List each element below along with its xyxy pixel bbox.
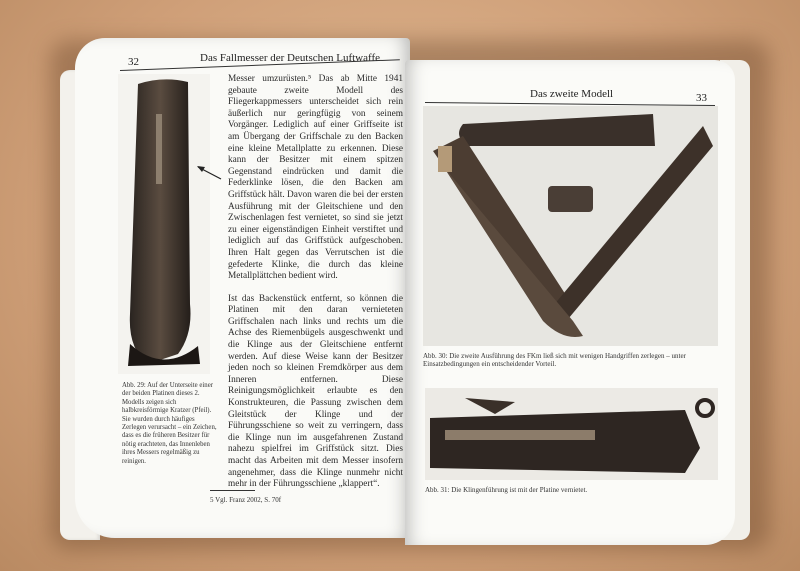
photo-blade-guide (425, 388, 718, 480)
arrow-pointer-icon (195, 163, 225, 183)
caption-abb-29: Abb. 29: Auf der Unterseite einer der beiden Platinen dieses 2. Modells zeigen sich halbkreisförmige Kratzer (Pfeil). Sie wurden durch häufiges Zerlegen verursacht – ein Zeichen, dass es die früheren Besitzer für nötig erachteten, das Innenleben ihres Messers regelmäßig zu reinigen. (122, 382, 217, 465)
left-body-text (228, 74, 403, 502)
left-paragraph-1: Messer umzurüsten.⁵ Das ab Mitte 1941 gebaute zweite Modell des Fliegerkappmessers unterscheidet sich rein äußerlich nur geringfügig von seinem Vorgänger. Lediglich auf einer Griffseite ist am Übergang der Griffschale zu den Backen eine kleine Metallplatte zu erkennen. Diese kann der Besitzer mit einem spitzen Gegenstand eindrücken und damit die Federklinke lösen, die den Backen am Griffstück hält. Davon waren die bei der ersten Ausführung mit der Gleitschiene und den Zwischenlagen fest vernietet, so sind sie jetzt zu einer eigenständigen Einheit verstiftet und lediglich auf das Griffstück aufgeschoben. Ihren Halt gegen das Verrutschen ist die gefederte Klinke, die durch das kleine Metallplättchen bedient wird. (228, 74, 403, 282)
right-page-number: 33 (696, 92, 707, 104)
footnote-rule (210, 490, 255, 491)
footnote: 5 Vgl. Franz 2002, S. 70f (210, 496, 282, 504)
photo-disassembled-knife (423, 106, 718, 346)
left-page-number: 32 (128, 56, 139, 68)
left-running-head: Das Fallmesser der Deutschen Luftwaffe (200, 52, 381, 64)
left-paragraph-2: Ist das Backenstück entfernt, so können die Platinen mit den daran vernieteten Griffschalen nach links und rechts um die Achse des Riemenbügels ausgeschwenkt und die Klinge aus der Gleitschiene entfernt werden. Auf diese Weise kann der Besitzer jeden noch so kleinen Fremdkörper aus dem Inneren entfernen. Diese Reinigungsmöglichkeit erlaubte es den Konstrukteuren, die Passung zwischen dem Gleitstück der Klinge und der Führungsschiene so weit zu verringern, dass die Klinge nun im ausgefahrenen Zustand nahezu spielfrei im Griffstück sitzt. Dies macht das Arbeiten mit dem Messer insofern angenehmer, dass die Klinge nunmehr nicht mehr in der Führungsschiene „klappert“. (228, 293, 403, 490)
photo-knife-plate (118, 74, 210, 374)
caption-abb-31: Abb. 31: Die Klingenführung ist mit der Platine vernietet. (425, 486, 588, 494)
right-running-head: Das zweite Modell (530, 88, 614, 100)
caption-abb-30: Abb. 30: Die zweite Ausführung des FKm ließ sich mit wenigen Handgriffen zerlegen – unter Einsatzbedingungen ein entscheidender Vorteil. (423, 352, 686, 369)
